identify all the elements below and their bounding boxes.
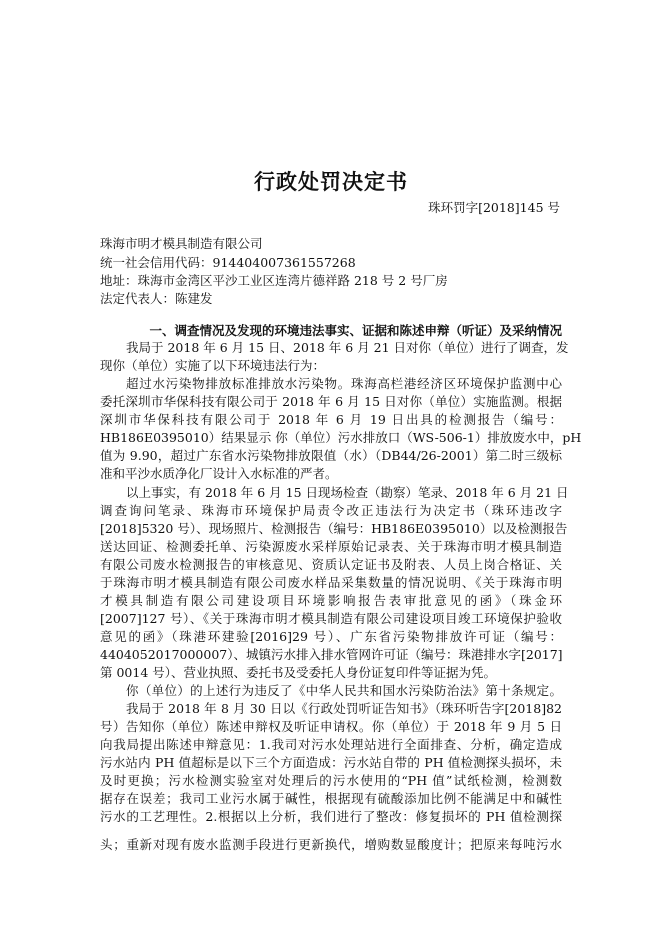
body-line: 于珠海市明才模具制造有限公司废水样品采集数量的情况说明、《关于珠海市明 <box>100 575 562 590</box>
body-line: 以上事实，有 2018 年 6 月 15 日现场检查（勘察）笔录、2018 年 6 月 21 日 <box>126 485 569 500</box>
body-line: 才模具制造有限公司建设项目环境影响报告表审批意见的函》（珠金环 <box>100 593 562 608</box>
body-line: 4404052017000007）、城镇污水排入排水管网许可证（编号：珠港排水字[2017] <box>100 647 563 662</box>
body-line: 向我局提出陈述申辩意见：1.我司对污水处理站进行全面排查、分析，确定造成 <box>100 737 562 752</box>
body-line: 委托深圳市华保科技有限公司于 2018 年 6 月 15 日对你（单位）实施监测。根据 <box>100 394 562 409</box>
body-line: 深圳市华保科技有限公司于 2018 年 6 月 19 日出具的检测报告（编号： <box>100 412 562 427</box>
company-address: 地址：珠海市金湾区平沙工业区连湾片德祥路 218 号 2 号厂房 <box>100 273 448 288</box>
body-line: [2007]127 号）、《关于珠海市明才模具制造有限公司建设项目竣工环境保护验收 <box>100 611 562 626</box>
body-line: 有限公司废水检测报告的审核意见、资质认定证书及附表、人员上岗合格证、关 <box>100 557 562 572</box>
body-line: 及时更换；污水检测实验室对处理后的污水使用的“PH 值”试纸检测，检测数 <box>100 773 562 788</box>
body-line: [2018]5320 号）、现场照片、检测报告（编号：HB186E0395010）以及检测报告 <box>100 521 568 536</box>
body-line: 污水的工艺理性。2.根据以上分析，我们进行了整改：修复损坏的 PH 值检测探 <box>100 809 562 824</box>
body-line: 超过水污染物排放标准排放水污染物。珠海高栏港经济区环境保护监测中心 <box>126 376 562 391</box>
body-line: HB186E0395010）结果显示 你（单位）污水排放口（WS-506-1）排放废水中，pH <box>100 430 582 445</box>
credit-code: 统一社会信用代码：914404007361557268 <box>100 255 356 270</box>
document-number: 珠环罚字[2018]145 号 <box>428 200 560 215</box>
body-line: 污水站内 PH 值超标是以下三个方面造成：污水站自带的 PH 值检测探头损坏，未 <box>100 755 562 770</box>
body-line: 头；重新对现有废水监测手段进行更新换代，增购数显酸度计；把原来每吨污水 <box>100 837 562 852</box>
body-line: 我局于 2018 年 6 月 15 日、2018 年 6 月 21 日对你（单位）进行了调查，发 <box>126 340 569 355</box>
body-line: 值为 9.90，超过广东省水污染物排放限值（水）（DB44/26-2001）第二时三级标 <box>100 448 562 463</box>
body-line: 号）告知你（单位）陈述申辩权及听证申请权。你（单位）于 2018 年 9 月 5 日 <box>100 719 562 734</box>
body-line: 我局于 2018 年 8 月 30 日以《行政处罚听证告知书》（珠环听告字[2018]82 <box>126 701 562 716</box>
company-name: 珠海市明才模具制造有限公司 <box>100 236 263 251</box>
legal-representative: 法定代表人：陈建发 <box>100 291 213 306</box>
body-line: 送达回证、检测委托单、污染源废水采样原始记录表、关于珠海市明才模具制造 <box>100 539 562 554</box>
body-line: 意见的函》（珠港环建验[2016]29 号）、广东省污染物排放许可证（编号： <box>100 629 562 644</box>
body-line: 调查询问笔录、珠海市环境保护局责令改正违法行为决定书（珠环违改字 <box>100 503 562 518</box>
body-line: 据存在误差；我司工业污水属于碱性，根据现有硫酸添加比例不能满足中和碱性 <box>100 791 562 806</box>
document-title: 行政处罚决定书 <box>254 170 408 194</box>
body-line: 你（单位）的上述行为违反了《中华人民共和国水污染防治法》第十条规定。 <box>126 683 562 698</box>
body-line: 现你（单位）实施了以下环境违法行为： <box>100 358 326 373</box>
body-line: 第 0014 号）、营业执照、委托书及受委托人身份证复印件等证据为凭。 <box>100 665 497 680</box>
body-line: 准和平沙水质净化厂设计入水标准的严者。 <box>100 466 338 481</box>
section-heading: 一、调查情况及发现的环境违法事实、证据和陈述申辩（听证）及采纳情况 <box>149 323 562 338</box>
